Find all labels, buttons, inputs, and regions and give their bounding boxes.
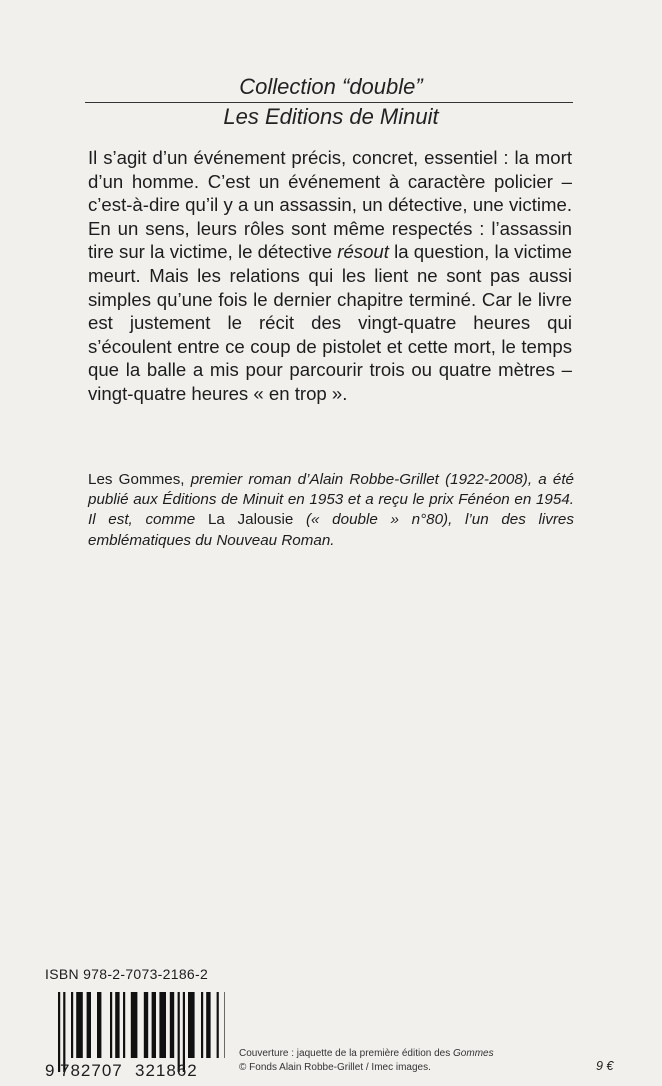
barcode-bar — [159, 992, 166, 1058]
blurb-italic-word: résout — [337, 241, 389, 263]
credit-line-2: © Fonds Alain Robbe-Grillet / Imec images. — [239, 1062, 431, 1073]
blurb-paragraph — [88, 146, 572, 406]
author-note-text: premier roman d’Alain Robbe-Grillet (1922-2008), a été publié aux Éditions de Minuit en 1953 et a reçu le prix Fénéon en 1954. Il est, comme — [88, 471, 575, 529]
barcode-bar — [123, 992, 125, 1058]
author-note — [88, 470, 574, 551]
barcode-bar — [170, 992, 174, 1058]
price-label: 9 € — [596, 1059, 614, 1073]
barcode-bar — [131, 992, 138, 1058]
book-title: Les Gommes, — [88, 471, 185, 488]
collection-name: Collection “double” — [239, 74, 423, 99]
barcode-bar — [217, 992, 219, 1058]
credit-line-1 — [239, 1047, 494, 1061]
barcode-bar — [224, 992, 225, 1058]
blurb-text-end: la question, la victime meurt. Mais les relations qui les lient ne sont pas aussi simples qu’une fois le dernier chapitre terminé. Car le livre est justement le récit des vingt-quatre heures qui s’écoulent entre ce coup de pistolet et cette mort, le temps que la balle a mis pour parcourir trois ou quatre mètres – vingt-quatre heures « en trop ». — [88, 241, 572, 404]
collection-header — [0, 74, 662, 130]
barcode-bar — [63, 992, 65, 1072]
barcode-digit-first: 9 — [45, 1061, 55, 1080]
barcode-digits-left: 782707 — [60, 1061, 123, 1080]
barcode-bars — [58, 992, 225, 1072]
barcode-bar — [71, 992, 73, 1058]
barcode-bar — [183, 992, 185, 1072]
barcode-bar — [152, 992, 156, 1058]
author-note-text-end: (« double » n°80), l’un des livres emblématiques du Nouveau Roman. — [88, 511, 574, 549]
publisher-name: Les Editions de Minuit — [223, 104, 439, 129]
barcode-bar — [58, 992, 60, 1072]
credit-cover-title: Gommes — [453, 1048, 494, 1059]
blurb-text-start: Il s’agit d’un événement précis, concret, essentiel : la mort d’un homme. C’est un événement à caractère policier – c’est-à-dire qu’il y a un assassin, un détective, une victime. En un sens, leurs rôles sont même respectés : l’assassin tire sur la victime, le détective — [88, 147, 572, 263]
barcode-bar — [97, 992, 101, 1058]
barcode-bar — [87, 992, 91, 1058]
barcode-bar — [206, 992, 210, 1058]
credit-cover-text: Couverture : jaquette de la première édition des — [239, 1048, 451, 1059]
barcode-digits-right: 321862 — [135, 1061, 198, 1080]
barcode-bar — [76, 992, 83, 1058]
header-divider — [85, 102, 573, 103]
barcode-bar — [110, 992, 112, 1058]
isbn-label: ISBN 978-2-7073-2186-2 — [45, 966, 209, 982]
barcode-bar — [188, 992, 195, 1058]
related-book-title: La Jalousie — [207, 511, 294, 529]
barcode-bar — [144, 992, 148, 1058]
back-cover-blurb — [88, 146, 572, 406]
cover-credits — [239, 1047, 494, 1075]
barcode-bar — [115, 992, 119, 1058]
barcode — [40, 988, 225, 1080]
barcode-bar — [201, 992, 203, 1058]
barcode-bar — [178, 992, 180, 1072]
